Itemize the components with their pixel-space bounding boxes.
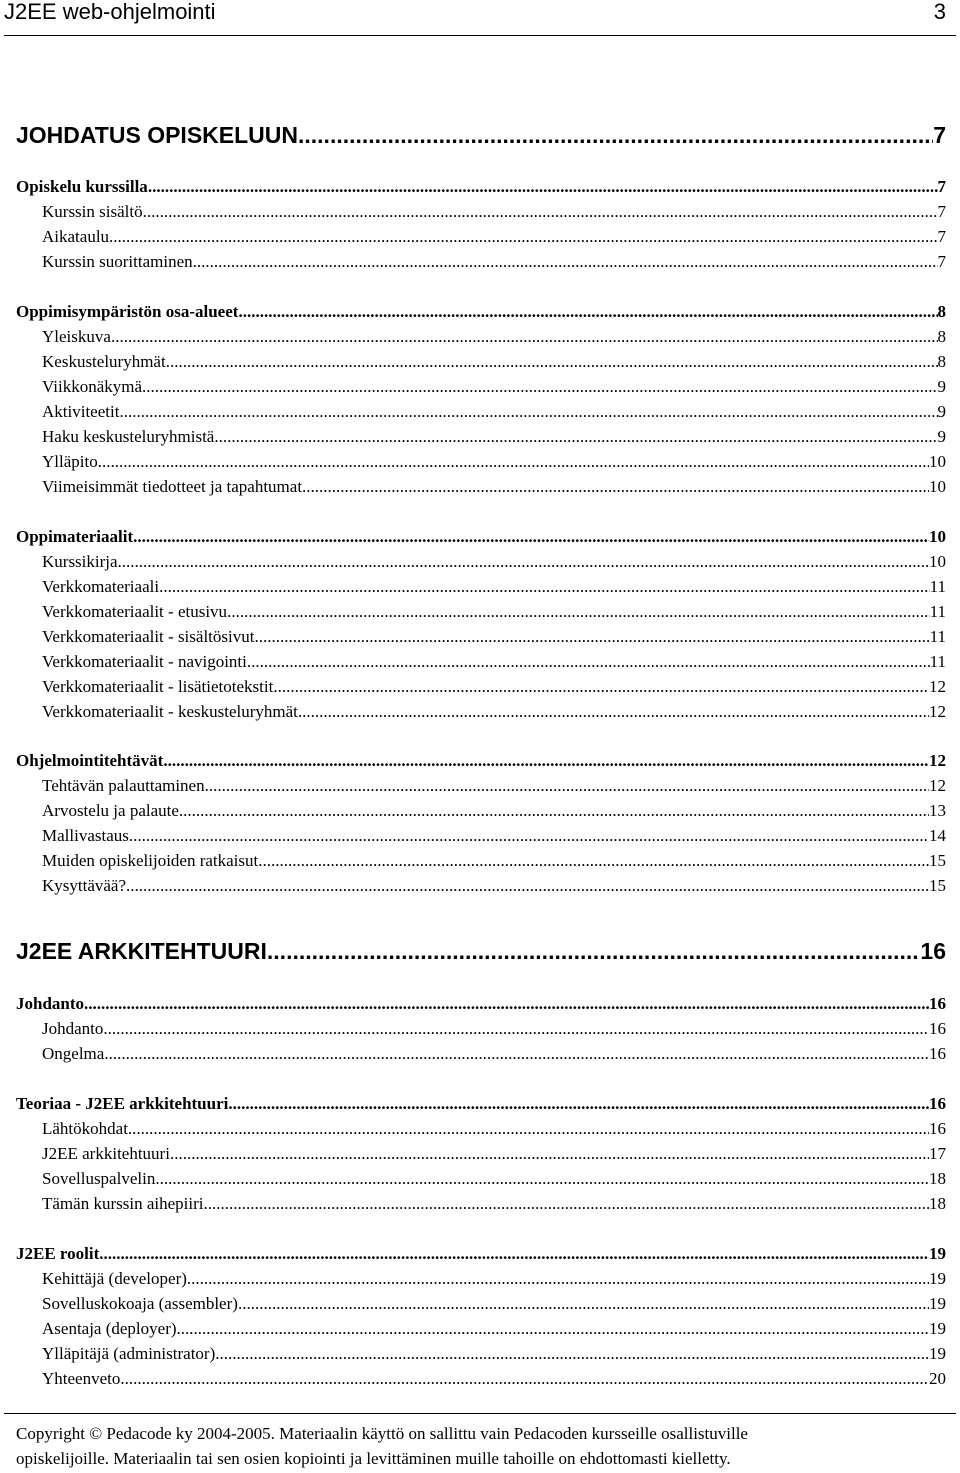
toc-chapter[interactable] [16,936,946,966]
toc-section-label: Ohjelmointitehtävät [16,751,164,770]
toc-section-page: 19 [929,1244,946,1263]
toc-item-page: 11 [929,652,946,671]
toc-item-page: 15 [929,851,946,870]
toc-item[interactable] [16,1042,946,1066]
toc-item[interactable] [16,1267,946,1291]
toc-item-label: Aktiviteetit [42,402,120,421]
toc-chapter-page: 7 [933,122,946,148]
toc-item-label: Tehtävän palauttaminen [42,776,205,795]
toc-item-label: Verkkomateriaali [42,577,160,596]
toc-item-label: Asentaja (deployer) [42,1319,177,1338]
toc-item-page: 12 [929,776,946,795]
toc-section-label: Opiskelu kurssilla [16,177,148,196]
toc-item[interactable] [16,350,946,374]
toc-item-page: 16 [929,1119,946,1138]
toc-item-page: 9 [937,402,946,421]
toc-section-label: J2EE roolit [16,1244,100,1263]
toc-item-label: Verkkomateriaalit - navigointi [42,652,247,671]
toc-section-page: 8 [937,302,946,321]
toc-item-page: 10 [929,552,946,571]
toc-item[interactable] [16,575,946,599]
toc-section-page: 16 [929,994,946,1013]
toc-item[interactable] [16,200,946,224]
toc-section-page: 16 [929,1094,946,1113]
toc-section-page: 10 [929,527,946,546]
page-header [0,0,960,36]
toc-item-label: Viikkonäkymä [42,377,143,396]
toc-item-page: 10 [929,477,946,496]
toc-item-page: 17 [929,1144,946,1163]
toc-section[interactable] [16,175,946,199]
toc-item[interactable] [16,874,946,898]
toc-item[interactable] [16,799,946,823]
toc-item-label: Keskusteluryhmät [42,352,166,371]
toc-item-page: 11 [929,577,946,596]
toc-item[interactable] [16,400,946,424]
toc-item[interactable] [16,1367,946,1391]
toc-item-page: 19 [929,1294,946,1313]
toc-item[interactable] [16,600,946,624]
toc-item-label: Ylläpitäjä (administrator) [42,1344,216,1363]
toc-item-label: Verkkomateriaalit - keskusteluryhmät [42,702,298,721]
toc-section[interactable] [16,749,946,773]
toc-item-page: 16 [929,1044,946,1063]
toc-item-page: 14 [929,826,946,845]
page-number: 3 [933,0,946,24]
toc-section-label: Oppimateriaalit [16,527,134,546]
toc-chapter[interactable] [16,120,946,150]
toc-item[interactable] [16,824,946,848]
toc-item-label: Muiden opiskelijoiden ratkaisut [42,851,259,870]
page-footer [0,1413,960,1473]
toc-item-label: Johdanto [42,1019,104,1038]
toc-item-label: Verkkomateriaalit - lisätietotekstit [42,677,274,696]
toc-item-page: 13 [929,801,946,820]
toc-item-page: 20 [929,1369,946,1388]
toc-item[interactable] [16,774,946,798]
toc-item-page: 11 [929,602,946,621]
footer-divider [4,1413,956,1414]
toc-item-page: 12 [929,677,946,696]
toc-section-label: Teoriaa - J2EE arkkitehtuuri [16,1094,229,1113]
toc-item-label: Yleiskuva [42,327,111,346]
toc-item-label: Verkkomateriaalit - sisältösivut [42,627,255,646]
toc-section-label: Oppimisympäristön osa-alueet [16,302,239,321]
toc-item[interactable] [16,1192,946,1216]
toc-item-page: 15 [929,876,946,895]
toc-item-page: 7 [937,202,946,221]
toc-section-page: 7 [937,177,946,196]
toc-chapter-page: 16 [920,938,946,964]
toc-section[interactable] [16,525,946,549]
header-divider [4,35,956,36]
toc-item[interactable] [16,1017,946,1041]
toc-item[interactable] [16,375,946,399]
toc-item-page: 9 [937,377,946,396]
toc-item-label: Viimeisimmät tiedotteet ja tapahtumat [42,477,303,496]
toc-item[interactable] [16,1117,946,1141]
toc-item-page: 7 [937,227,946,246]
toc-item-label: Tämän kurssin aihepiiri [42,1194,204,1213]
toc-item-page: 9 [937,427,946,446]
toc-section[interactable] [16,1242,946,1266]
toc-section-page: 12 [929,751,946,770]
toc-item-label: Kurssikirja [42,552,118,571]
toc-item[interactable] [16,700,946,724]
toc-item[interactable] [16,1317,946,1341]
toc-item-label: Kurssin sisältö [42,202,143,221]
toc-item-page: 8 [937,327,946,346]
toc-item-label: Sovelluskokoaja (assembler) [42,1294,238,1313]
copyright-line: Copyright © Pedacode ky 2004-2005. Materiaalin käyttö on sallittu vain Pedacoden kursseille osallistuville [16,1424,748,1443]
toc-item-page: 10 [929,452,946,471]
toc-item[interactable] [16,650,946,674]
toc-item-page: 19 [929,1319,946,1338]
toc-item-label: Mallivastaus [42,826,129,845]
document-title: J2EE web-ohjelmointi [4,0,216,24]
toc-item-label: J2EE arkkitehtuuri [42,1144,170,1163]
copyright-notice: opiskelijoille. Materiaalin tai sen osien kopiointi ja levittäminen muille tahoille on ehdottomasti kielletty. [16,1449,731,1468]
toc-section[interactable] [16,992,946,1016]
toc-item[interactable] [16,450,946,474]
toc-item[interactable] [16,1342,946,1366]
toc-item-label: Kurssin suorittaminen [42,252,193,271]
toc-item-label: Kysyttävää? [42,876,127,895]
toc-item-page: 19 [929,1269,946,1288]
toc-section[interactable] [16,300,946,324]
toc-item-page: 8 [937,352,946,371]
toc-item-page: 12 [929,702,946,721]
toc-item-page: 16 [929,1019,946,1038]
toc-item-label: Yhteenveto [42,1369,121,1388]
toc-section-label: Johdanto [16,994,85,1013]
toc-item[interactable] [16,425,946,449]
toc-item-page: 11 [929,627,946,646]
toc-item[interactable] [16,625,946,649]
toc-item-page: 19 [929,1344,946,1363]
toc-item[interactable] [16,849,946,873]
toc-section[interactable] [16,1092,946,1116]
toc-item[interactable] [16,1167,946,1191]
toc-chapter-label: J2EE ARKKITEHTUURI [16,938,267,964]
toc-item[interactable] [16,325,946,349]
toc-item[interactable] [16,250,946,274]
toc-item[interactable] [16,225,946,249]
toc-item[interactable] [16,475,946,499]
toc-item-page: 18 [929,1194,946,1213]
toc-item-label: Ongelma [42,1044,105,1063]
toc-item[interactable] [16,1142,946,1166]
toc-item-page: 18 [929,1169,946,1188]
toc-item-page: 7 [937,252,946,271]
toc-item[interactable] [16,675,946,699]
toc-chapter-label: JOHDATUS OPISKELUUN [16,122,298,148]
toc-item-label: Ylläpito [42,452,98,471]
toc-item[interactable] [16,1292,946,1316]
toc-item-label: Arvostelu ja palaute [42,801,179,820]
toc-item-label: Sovelluspalvelin [42,1169,156,1188]
toc-item-label: Kehittäjä (developer) [42,1269,187,1288]
toc-item-label: Haku keskusteluryhmistä [42,427,215,446]
toc-item-label: Verkkomateriaalit - etusivu [42,602,228,621]
toc-item-label: Lähtökohdat [42,1119,128,1138]
toc-item-label: Aikataulu [42,227,110,246]
toc-item[interactable] [16,550,946,574]
